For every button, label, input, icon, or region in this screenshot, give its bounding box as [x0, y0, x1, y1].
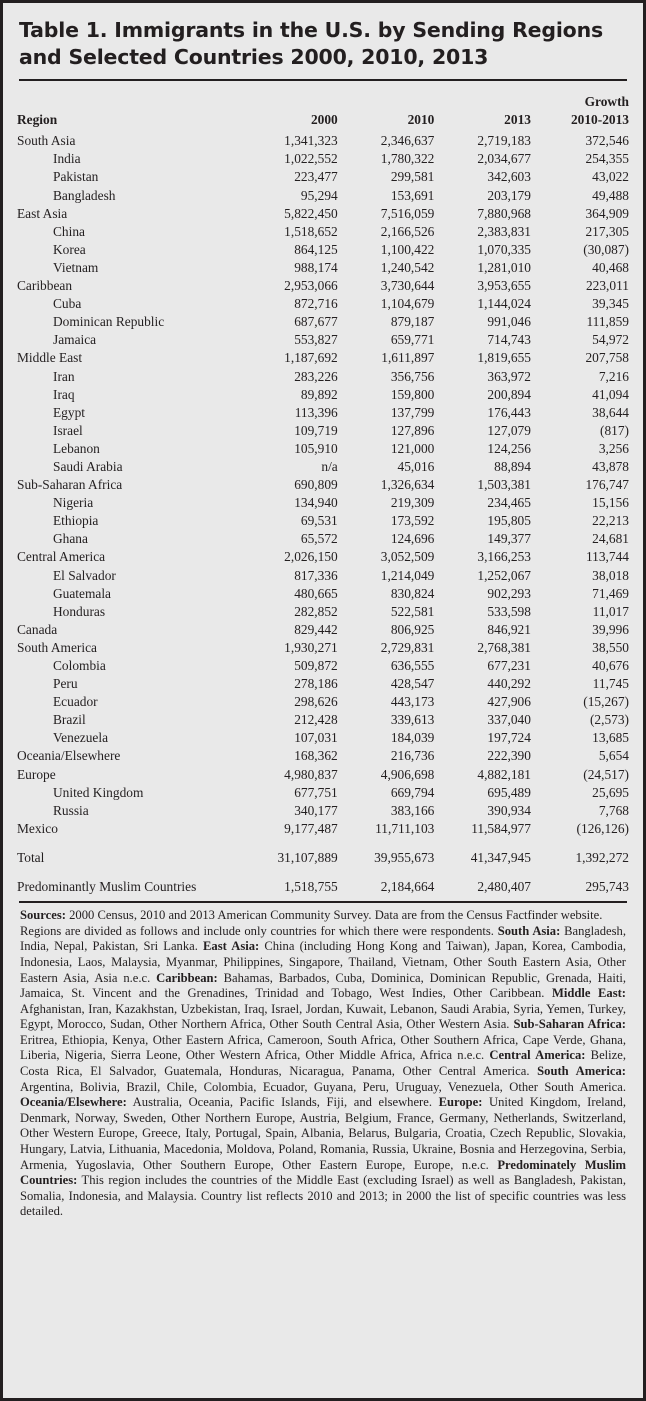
- table-notes: [17, 903, 629, 1220]
- table-row: [17, 603, 629, 621]
- region-definition-list: United Kingdom, Ireland, Denmark, Norway, Sweden, Other Northern Europe, Austria, Belgium, France, Germany, Netherlands, Switzerland, Other Western Europe, Greece, Italy, Portugal, Spain, Albania, Belarus, Bulgaria, Croatia, Czech Republic, Slovakia, Hungary, Latvia, Lithuania, Macedonia, Moldova, Poland, Romania, Russia, Ukraine, Bosnia and Herzegovina, Serbia, Armenia, Yugoslavia, Other Southern Europe, Other Eastern Europe, Europe, n.e.c.: [20, 1095, 626, 1172]
- cell-2013: 991,046: [487, 314, 531, 330]
- cell-2000: 95,294: [300, 187, 338, 203]
- cell-2013: 234,465: [487, 495, 531, 511]
- cell-2010: 216,736: [390, 748, 435, 764]
- table-row: [17, 820, 629, 838]
- header-row: [17, 93, 629, 129]
- cell-2000: 2,953,066: [284, 278, 338, 294]
- cell-2000: 988,174: [294, 259, 338, 275]
- sources-note: [20, 908, 626, 924]
- table-row: [17, 585, 629, 603]
- row-label: Mexico: [17, 820, 58, 836]
- cell-2013: 195,805: [487, 513, 531, 529]
- cell-growth: 223,011: [585, 278, 629, 294]
- cell-growth: (24,517): [583, 766, 629, 782]
- cell-2000: 1,022,552: [284, 151, 338, 167]
- region-definition-list: Australia, Oceania, Pacific Islands, Fiji, and elsewhere.: [126, 1095, 439, 1110]
- cell-2010: 669,794: [390, 784, 435, 800]
- cell-2010: 879,187: [390, 314, 435, 330]
- cell-2013: 440,292: [487, 676, 531, 692]
- row-label: Colombia: [53, 658, 106, 673]
- table-row: [17, 440, 629, 458]
- cell-2013: 149,377: [487, 531, 531, 547]
- cell-2013: 127,079: [487, 422, 531, 438]
- table-row: [17, 259, 629, 277]
- page-title: Table 1. Immigrants in the U.S. by Sending Regions and Selected Countries 2000, 2010, 2013: [19, 18, 603, 70]
- row-label: Peru: [53, 676, 78, 692]
- column-header-growth: [531, 93, 629, 129]
- cell-2010: 522,581: [390, 603, 435, 619]
- table-row: [17, 349, 629, 367]
- cell-growth: 111,859: [586, 314, 629, 330]
- row-label: Iraq: [53, 386, 75, 402]
- cell-2010: 45,016: [397, 458, 435, 474]
- region-definition-name: Caribbean:: [156, 970, 218, 985]
- cell-2010: 806,925: [390, 621, 435, 637]
- cell-2000: 1,518,652: [284, 223, 338, 239]
- cell-2010: 830,824: [390, 585, 435, 601]
- cell-2013: 3,166,253: [477, 549, 531, 565]
- cell-2000: 282,852: [294, 603, 338, 619]
- cell-growth: (2,573): [589, 712, 629, 728]
- cell-2013: 2,480,407: [477, 879, 531, 895]
- table-row: [17, 187, 629, 205]
- column-header-region: Region: [17, 112, 58, 128]
- cell-growth: (817): [599, 422, 629, 438]
- cell-2000: n/a: [321, 458, 338, 474]
- cell-growth: 3,256: [598, 440, 629, 456]
- cell-2013: 1,503,381: [477, 477, 531, 493]
- table-row: [17, 223, 629, 241]
- row-spacer: [17, 867, 629, 878]
- cell-growth: 7,216: [598, 368, 629, 384]
- region-definition-list: China (including Hong Kong and Taiwan), Japan, Korea, Cambodia, Indonesia, Laos, Malaysia, Myanmar, Philippines, Singapore, Thailand, Vietnam, Other South Eastern Asia, Other Eastern Asia, Asia n.e.c.: [20, 939, 627, 985]
- cell-2013: 222,390: [487, 748, 531, 764]
- table-body: [17, 129, 629, 896]
- cell-2013: 124,256: [487, 440, 531, 456]
- row-label: Total: [17, 849, 45, 865]
- row-label: Brazil: [53, 712, 86, 728]
- cell-2010: 2,346,637: [380, 133, 435, 149]
- table-row: [17, 530, 629, 548]
- cell-growth: 43,022: [592, 169, 629, 185]
- row-label: Sub-Saharan Africa: [17, 477, 123, 493]
- row-label: China: [53, 223, 85, 239]
- cell-2000: 65,572: [300, 531, 338, 547]
- cell-growth: (15,267): [583, 694, 629, 710]
- row-label: Russia: [53, 802, 89, 818]
- cell-2000: 212,428: [294, 712, 338, 728]
- table-row: [17, 657, 629, 675]
- region-definition-name: Oceania/Elsewhere:: [20, 1095, 127, 1110]
- cell-growth: 254,355: [585, 151, 629, 167]
- region-definition-name: Sub-Saharan Africa:: [513, 1017, 626, 1032]
- table-row: [17, 277, 629, 295]
- cell-2013: 1,144,024: [477, 296, 531, 312]
- cell-2000: 690,809: [294, 477, 338, 493]
- table-row: [17, 747, 629, 765]
- table-row: [17, 422, 629, 440]
- cell-2000: 817,336: [294, 567, 338, 583]
- cell-2013: 714,743: [487, 332, 531, 348]
- sources-label: Sources:: [20, 908, 66, 923]
- table-row: [17, 205, 629, 223]
- cell-2000: 1,187,692: [284, 350, 338, 366]
- row-label: Lebanon: [53, 440, 100, 456]
- cell-2013: 3,953,655: [477, 278, 531, 294]
- cell-2000: 829,442: [294, 621, 338, 637]
- cell-2010: 659,771: [390, 332, 435, 348]
- cell-2000: 105,910: [294, 440, 338, 456]
- cell-2010: 428,547: [390, 676, 435, 692]
- cell-2000: 5,822,450: [284, 205, 338, 221]
- region-definition-list: This region includes the countries of the Middle East (excluding Israel) as well as Bangladesh, Pakistan, Somalia, Indonesia, and Malaysia. Country list reflects 2010 and 2013; in 2000 the list of specific countries was less detailed.: [20, 1173, 626, 1219]
- cell-2010: 1,100,422: [380, 241, 435, 257]
- table-row: [17, 729, 629, 747]
- column-header-2013: 2013: [504, 112, 531, 128]
- table-row: [17, 567, 629, 585]
- cell-growth: 7,768: [598, 802, 629, 818]
- title-divider: [19, 79, 627, 81]
- cell-growth: 176,747: [585, 477, 629, 493]
- cell-2013: 41,347,945: [470, 849, 531, 865]
- cell-growth: 38,644: [592, 404, 629, 420]
- cell-2000: 677,751: [294, 784, 338, 800]
- cell-2010: 153,691: [390, 187, 435, 203]
- table-row: [17, 129, 629, 150]
- region-definition-list: Belize, Costa Rica, El Salvador, Guatemala, Honduras, Nicaragua, Panama, Other Central America.: [20, 1048, 626, 1079]
- cell-growth: 39,345: [592, 296, 629, 312]
- region-definition-list: Argentina, Bolivia, Brazil, Chile, Colombia, Ecuador, Guyana, Peru, Uruguay, Venezuela, Other South America.: [20, 1079, 626, 1094]
- table-row: [17, 313, 629, 331]
- row-label: Korea: [53, 241, 86, 257]
- row-label: Israel: [53, 422, 83, 438]
- cell-2013: 200,894: [487, 386, 531, 402]
- cell-growth: (126,126): [576, 820, 629, 836]
- cell-2000: 2,026,150: [284, 549, 338, 565]
- table-row: [17, 331, 629, 349]
- cell-2000: 864,125: [294, 241, 338, 257]
- cell-2013: 427,906: [487, 694, 531, 710]
- cell-growth: 38,018: [592, 567, 629, 583]
- cell-2000: 4,980,837: [284, 766, 338, 782]
- table-row: [17, 639, 629, 657]
- cell-2010: 299,581: [390, 169, 435, 185]
- cell-2000: 480,665: [294, 585, 338, 601]
- cell-2000: 509,872: [294, 658, 338, 673]
- table-row: [17, 802, 629, 820]
- cell-2013: 4,882,181: [477, 766, 531, 782]
- row-label: South Asia: [17, 133, 76, 149]
- cell-growth: 13,685: [592, 730, 629, 746]
- row-label: Oceania/Elsewhere: [17, 748, 121, 764]
- cell-2010: 443,173: [390, 694, 435, 710]
- cell-2010: 1,214,049: [380, 567, 435, 583]
- region-definition-name: Central America:: [489, 1048, 586, 1063]
- row-label: Middle East: [17, 350, 83, 366]
- cell-2000: 134,940: [294, 495, 338, 511]
- cell-growth: 43,878: [592, 458, 629, 474]
- row-label: Venezuela: [53, 730, 109, 746]
- table-row: [17, 404, 629, 422]
- cell-2010: 3,052,509: [380, 549, 435, 565]
- cell-2013: 88,894: [494, 458, 531, 474]
- row-label: Saudi Arabia: [53, 458, 123, 474]
- row-label: Ecuador: [53, 694, 98, 710]
- cell-2013: 7,880,968: [477, 205, 531, 221]
- cell-2000: 69,531: [300, 513, 338, 529]
- region-definition-list: Bangladesh, India, Nepal, Pakistan, Sri Lanka.: [20, 923, 626, 954]
- table-row: [17, 675, 629, 693]
- cell-2010: 383,166: [390, 802, 435, 818]
- sources-text: 2000 Census, 2010 and 2013 American Community Survey. Data are from the Census Factfinder website.: [65, 908, 603, 923]
- cell-2013: 1,819,655: [477, 350, 531, 366]
- table-row: [17, 693, 629, 711]
- cell-2000: 168,362: [294, 748, 338, 764]
- cell-growth: 11,017: [592, 603, 629, 619]
- table-row: [17, 512, 629, 530]
- cell-growth: 41,094: [592, 386, 629, 402]
- cell-growth: 49,488: [592, 187, 629, 203]
- regions-definitions: [20, 924, 626, 1219]
- row-label: Ghana: [53, 531, 88, 547]
- region-definition-list: Afghanistan, Iran, Kazakhstan, Uzbekistan, Iraq, Israel, Jordan, Kuwait, Lebanon, Saudi Arabia, Syria, Yemen, Turkey, Egypt, Morocco, Sudan, Other Northern Africa, Other South Central Asia, Other Western Asia.: [20, 1001, 626, 1032]
- cell-2000: 340,177: [294, 802, 338, 818]
- cell-2000: 109,719: [294, 422, 338, 438]
- cell-2010: 339,613: [390, 712, 435, 728]
- region-definition-name: East Asia:: [203, 939, 260, 954]
- cell-2013: 533,598: [487, 603, 531, 619]
- row-label: Central America: [17, 549, 106, 565]
- cell-growth: 364,909: [585, 205, 629, 221]
- table-row: [17, 621, 629, 639]
- table-row: [17, 295, 629, 313]
- table-row: [17, 368, 629, 386]
- regions-note: [20, 924, 626, 1220]
- row-label: Nigeria: [53, 495, 94, 511]
- cell-2013: 342,603: [487, 169, 531, 185]
- cell-2000: 278,186: [294, 676, 338, 692]
- column-header-growth-top: Growth: [584, 94, 629, 110]
- table-row: [17, 168, 629, 186]
- row-label: Iran: [53, 368, 75, 384]
- cell-2013: 1,281,010: [477, 259, 531, 275]
- region-definition-name: Europe:: [438, 1095, 483, 1110]
- cell-growth: 207,758: [585, 350, 629, 366]
- cell-2010: 2,166,526: [380, 223, 435, 239]
- cell-2010: 219,309: [390, 495, 435, 511]
- cell-2013: 902,293: [487, 585, 531, 601]
- cell-2010: 159,800: [390, 386, 435, 402]
- cell-growth: 40,676: [592, 658, 629, 673]
- cell-2013: 677,231: [487, 658, 531, 673]
- cell-2000: 223,477: [294, 169, 338, 185]
- cell-2013: 695,489: [487, 784, 531, 800]
- cell-growth: 39,996: [592, 621, 629, 637]
- row-label: Jamaica: [53, 332, 97, 348]
- cell-growth: 15,156: [592, 495, 629, 511]
- table-row: [17, 386, 629, 404]
- cell-2013: 390,934: [487, 802, 531, 818]
- cell-growth: 38,550: [592, 639, 629, 655]
- cell-growth: 5,654: [598, 748, 629, 764]
- cell-2010: 1,611,897: [381, 350, 435, 366]
- cell-2010: 184,039: [390, 730, 435, 746]
- cell-2010: 1,104,679: [380, 296, 435, 312]
- cell-2000: 872,716: [294, 296, 338, 312]
- column-header-2000: 2000: [310, 112, 338, 128]
- cell-2013: 2,383,831: [477, 223, 531, 239]
- cell-2010: 137,799: [390, 404, 435, 420]
- regions-intro: Regions are divided as follows and include only countries for which there were respondents.: [20, 923, 498, 938]
- table-row: [17, 150, 629, 168]
- cell-2013: 2,719,183: [477, 133, 531, 149]
- cell-growth: (30,087): [583, 241, 629, 257]
- cell-2013: 176,443: [487, 404, 531, 420]
- cell-2010: 7,516,059: [380, 205, 435, 221]
- cell-2013: 337,040: [487, 712, 531, 728]
- cell-2013: 363,972: [487, 368, 531, 384]
- cell-growth: 22,213: [592, 513, 629, 529]
- row-label: Dominican Republic: [53, 314, 165, 330]
- region-definition-list: Eritrea, Ethiopia, Kenya, Other Eastern Africa, Cameroon, South Africa, Other Southern Africa, Cape Verde, Ghana, Liberia, Nigeria, Sierra Leone, Other Western Africa, Other Middle Africa, Africa n.e.c.: [20, 1032, 626, 1063]
- cell-2000: 1,341,323: [284, 133, 338, 149]
- cell-2010: 121,000: [390, 440, 435, 456]
- row-label: Canada: [17, 621, 58, 637]
- cell-2013: 1,252,067: [477, 567, 531, 583]
- cell-growth: 24,681: [592, 531, 629, 547]
- cell-growth: 71,469: [592, 585, 629, 601]
- region-definition-name: South Asia:: [497, 923, 561, 938]
- cell-growth: 25,695: [592, 784, 629, 800]
- row-label: Ethiopia: [53, 513, 99, 529]
- cell-2010: 127,896: [390, 422, 435, 438]
- muslim-countries-row: [17, 878, 629, 896]
- column-header-2010: 2010: [407, 112, 435, 128]
- cell-2010: 124,696: [390, 531, 435, 547]
- cell-2013: 2,034,677: [477, 151, 531, 167]
- cell-growth: 1,392,272: [575, 849, 629, 865]
- cell-2000: 107,031: [294, 730, 338, 746]
- cell-growth: 54,972: [592, 332, 629, 348]
- cell-2013: 197,724: [487, 730, 531, 746]
- cell-2013: 846,921: [487, 621, 531, 637]
- row-label: Pakistan: [53, 169, 99, 185]
- cell-2000: 31,107,889: [277, 849, 338, 865]
- region-definition-name: South America:: [537, 1064, 626, 1079]
- table-row: [17, 476, 629, 494]
- cell-2000: 283,226: [294, 368, 338, 384]
- cell-2010: 173,592: [390, 513, 435, 529]
- cell-2000: 298,626: [294, 694, 338, 710]
- row-spacer: [17, 838, 629, 849]
- cell-2010: 1,326,634: [380, 477, 435, 493]
- column-header-growth-range: 2010-2013: [570, 112, 629, 128]
- table-row: [17, 494, 629, 512]
- row-label: Predominantly Muslim Countries: [17, 879, 197, 895]
- row-label: Guatemala: [53, 585, 111, 601]
- cell-growth: 40,468: [592, 259, 629, 275]
- row-label: Bangladesh: [53, 187, 116, 203]
- cell-2000: 1,930,271: [284, 639, 338, 655]
- cell-2013: 1,070,335: [477, 241, 531, 257]
- table-row: [17, 766, 629, 784]
- cell-2010: 2,184,664: [380, 879, 435, 895]
- cell-2010: 39,955,673: [374, 849, 435, 865]
- table-row: [17, 711, 629, 729]
- immigration-data-table: [17, 83, 629, 896]
- row-label: Caribbean: [17, 278, 73, 294]
- cell-2010: 3,730,644: [380, 278, 435, 294]
- table-row: [17, 241, 629, 259]
- row-label: United Kingdom: [53, 784, 144, 800]
- table-row: [17, 458, 629, 476]
- table-row: [17, 548, 629, 566]
- cell-growth: 217,305: [585, 223, 629, 239]
- cell-2000: 1,518,755: [284, 879, 338, 895]
- cell-2000: 89,892: [300, 386, 338, 402]
- cell-2010: 1,780,322: [380, 151, 435, 167]
- total-row: [17, 849, 629, 867]
- row-label: East Asia: [17, 205, 68, 221]
- table-row: [17, 784, 629, 802]
- cell-2010: 356,756: [390, 368, 435, 384]
- cell-growth: 295,743: [585, 879, 629, 895]
- row-label: Cuba: [53, 296, 82, 312]
- cell-growth: 11,745: [592, 676, 629, 692]
- row-label: Europe: [17, 766, 56, 782]
- region-definition-name: Middle East:: [551, 986, 627, 1001]
- row-label: South America: [17, 639, 97, 655]
- cell-2013: 2,768,381: [477, 639, 531, 655]
- cell-2010: 1,240,542: [380, 259, 435, 275]
- table-header: [17, 83, 629, 129]
- cell-2010: 11,711,103: [375, 820, 435, 836]
- row-label: Egypt: [53, 404, 85, 420]
- cell-2010: 2,729,831: [380, 639, 435, 655]
- cell-2000: 553,827: [294, 332, 338, 348]
- cell-2000: 687,677: [294, 314, 338, 330]
- cell-growth: 113,744: [585, 549, 629, 565]
- row-label: India: [53, 151, 81, 167]
- region-definition-list: Bahamas, Barbados, Cuba, Dominica, Dominican Republic, Grenada, Haiti, Jamaica, St. Vincent and the Grenadines, Trinidad and Tobago, West Indies, Other Caribbean.: [20, 970, 626, 1001]
- row-label: Honduras: [53, 603, 106, 619]
- row-label: El Salvador: [53, 567, 116, 583]
- cell-2010: 636,555: [390, 658, 435, 673]
- region-definition-name: Predominately Muslim Countries:: [20, 1157, 626, 1188]
- cell-2010: 4,906,698: [380, 766, 435, 782]
- cell-growth: 372,546: [585, 133, 629, 149]
- cell-2000: 9,177,487: [284, 820, 338, 836]
- cell-2013: 11,584,977: [471, 820, 531, 836]
- cell-2000: 113,396: [294, 404, 338, 420]
- cell-2013: 203,179: [487, 187, 531, 203]
- row-label: Vietnam: [53, 259, 99, 275]
